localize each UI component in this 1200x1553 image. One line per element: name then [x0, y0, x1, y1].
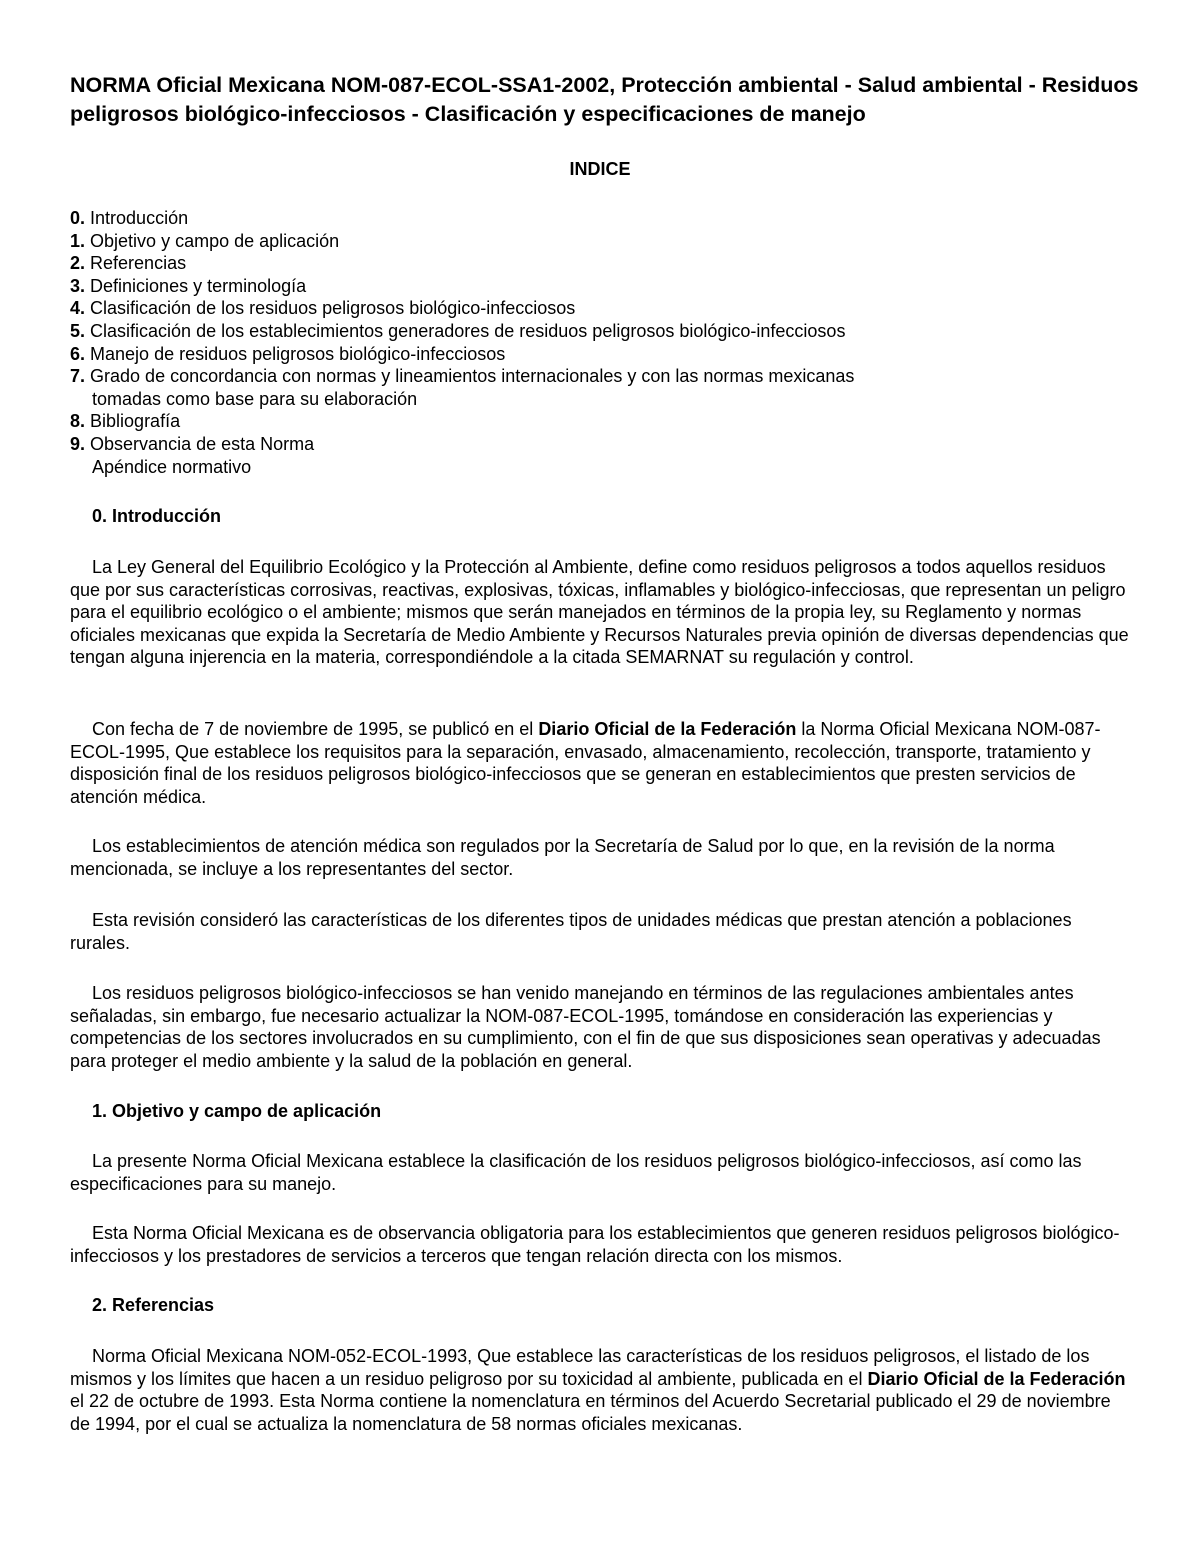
toc-item-text: Introducción — [90, 208, 189, 228]
intro-paragraph-2-text: Con fecha de 7 de noviembre de 1995, se publicó en el — [92, 719, 539, 739]
table-of-contents — [70, 207, 1150, 478]
toc-item-number: 6. — [70, 343, 86, 364]
toc-item-appendix — [70, 456, 1150, 479]
section-heading-references: 2. Referencias — [92, 1295, 215, 1315]
toc-item — [70, 410, 1150, 433]
intro-paragraph-4: Esta revisión consideró las características de los diferentes tipos de unidades médicas que prestan atención a poblaciones rurales. — [70, 910, 1072, 953]
references-paragraph-1 — [70, 1345, 1130, 1435]
intro-paragraph-2-text-cont: la Norma Oficial Mexicana NOM-087-ECOL-1995, Que establece los requisitos para la separación, envasado, almacenamiento, recolección, transporte, tratamiento y disposición final de los residuos peligrosos biológico-infecciosos que se generan en establecimientos que presten servicios de atención médica. — [70, 719, 1101, 807]
toc-item — [70, 252, 1150, 275]
objective-paragraph-1: La presente Norma Oficial Mexicana establece la clasificación de los residuos peligrosos biológico-infecciosos, así como las especificaciones para su manejo. — [70, 1151, 1082, 1194]
publication-name: Diario Oficial de la Federación — [867, 1368, 1126, 1389]
intro-paragraph-1: La Ley General del Equilibrio Ecológico y la Protección al Ambiente, define como residuos peligrosos a todos aquellos residuos que por sus características corrosivas, reactivas, explosivas, tóxicas, inflamables y biológico-infecciosas, que representan un peligro para el equilibrio ecológico o el ambiente; mismos que serán manejados en términos de la propia ley, su Reglamento y normas oficiales mexicanas que expida la Secretaría de Medio Ambiente y Recursos Naturales previa opinión de diversas dependencias que tengan alguna injerencia en la materia, correspondiéndole a la citada SEMARNAT su regulación y control. — [70, 557, 1129, 668]
toc-item — [70, 230, 1150, 253]
toc-item-text: Bibliografía — [90, 411, 181, 432]
index-heading: INDICE — [569, 159, 631, 179]
toc-item — [70, 320, 1150, 343]
toc-item-text: Manejo de residuos peligrosos biológico-infecciosos — [90, 343, 506, 364]
intro-paragraph-5: Los residuos peligrosos biológico-infecciosos se han venido manejando en términos de las regulaciones ambientales antes señaladas, sin embargo, fue necesario actualizar la NOM-087-ECOL-1995, tomándose en consideración las experiencias y competencias de los sectores involucrados en su cumplimiento, con el fin de que sus disposiciones sean operativas y adecuadas para proteger el medio ambiente y la salud de la población en general. — [70, 983, 1101, 1071]
toc-item-text: Objetivo y campo de aplicación — [90, 230, 340, 251]
toc-item-number: 4. — [70, 298, 86, 319]
document-title: NORMA Oficial Mexicana NOM-087-ECOL-SSA1-2002, Protección ambiental - Salud ambiental - Residuos peligrosos biológico-infecciosos - Clasificación y especificaciones de manejo — [70, 73, 1139, 126]
toc-item-text: tomadas como base para su elaboración — [92, 388, 418, 409]
intro-paragraph-3: Los establecimientos de atención médica son regulados por la Secretaría de Salud por lo que, en la revisión de la norma mencionada, se incluye a los representantes del sector. — [70, 836, 1055, 879]
toc-item-continuation — [70, 388, 1150, 411]
toc-item-number: 0. — [70, 208, 86, 228]
toc-item-text: Observancia de esta Norma — [90, 433, 315, 454]
toc-item-text: Referencias — [90, 253, 187, 274]
toc-item-number: 5. — [70, 320, 86, 341]
toc-item — [70, 297, 1150, 320]
references-paragraph-text-cont: el 22 de octubre de 1993. Esta Norma contiene la nomenclatura en términos del Acuerdo Secretarial publicado el 29 de noviembre de 1994, por el cual se actualiza la nomenclatura de 58 normas oficiales mexicanas. — [70, 1391, 1111, 1434]
publication-name: Diario Oficial de la Federación — [538, 719, 797, 739]
toc-item-text: Clasificación de los establecimientos generadores de residuos peligrosos biológico-infecciosos — [90, 320, 846, 341]
toc-item-number: 7. — [70, 366, 86, 387]
toc-item-number: 2. — [70, 253, 86, 274]
toc-item — [70, 343, 1150, 366]
objective-paragraph-2: Esta Norma Oficial Mexicana es de observancia obligatoria para los establecimientos que generen residuos peligrosos biológico-infecciosos y los prestadores de servicios a terceros que tengan relación directa con los mismos. — [70, 1223, 1120, 1266]
toc-item-text: Grado de concordancia con normas y lineamientos internacionales y con las normas mexicanas — [90, 366, 855, 387]
toc-item-number: 9. — [70, 433, 86, 454]
section-heading-introduction: 0. Introducción — [92, 506, 222, 526]
toc-item-text: Definiciones y terminología — [90, 275, 307, 296]
references-paragraph-text: Norma Oficial Mexicana NOM-052-ECOL-1993, Que establece las características de los residuos peligrosos, el listado de los mismos y los límites que hacen a un residuo peligroso por su toxicidad al ambiente, publicada en el — [70, 1346, 1090, 1389]
toc-item — [70, 365, 1150, 388]
toc-item — [70, 275, 1150, 298]
toc-item — [70, 207, 1150, 230]
toc-item-number: 3. — [70, 275, 86, 296]
toc-item-text: Apéndice normativo — [92, 456, 252, 477]
section-heading-objective: 1. Objetivo y campo de aplicación — [92, 1101, 382, 1121]
toc-item-number: 8. — [70, 411, 86, 432]
toc-item-number: 1. — [70, 230, 86, 251]
intro-paragraph-2 — [70, 718, 1130, 808]
toc-item — [70, 433, 1150, 456]
toc-item-text: Clasificación de los residuos peligrosos biológico-infecciosos — [90, 298, 576, 319]
